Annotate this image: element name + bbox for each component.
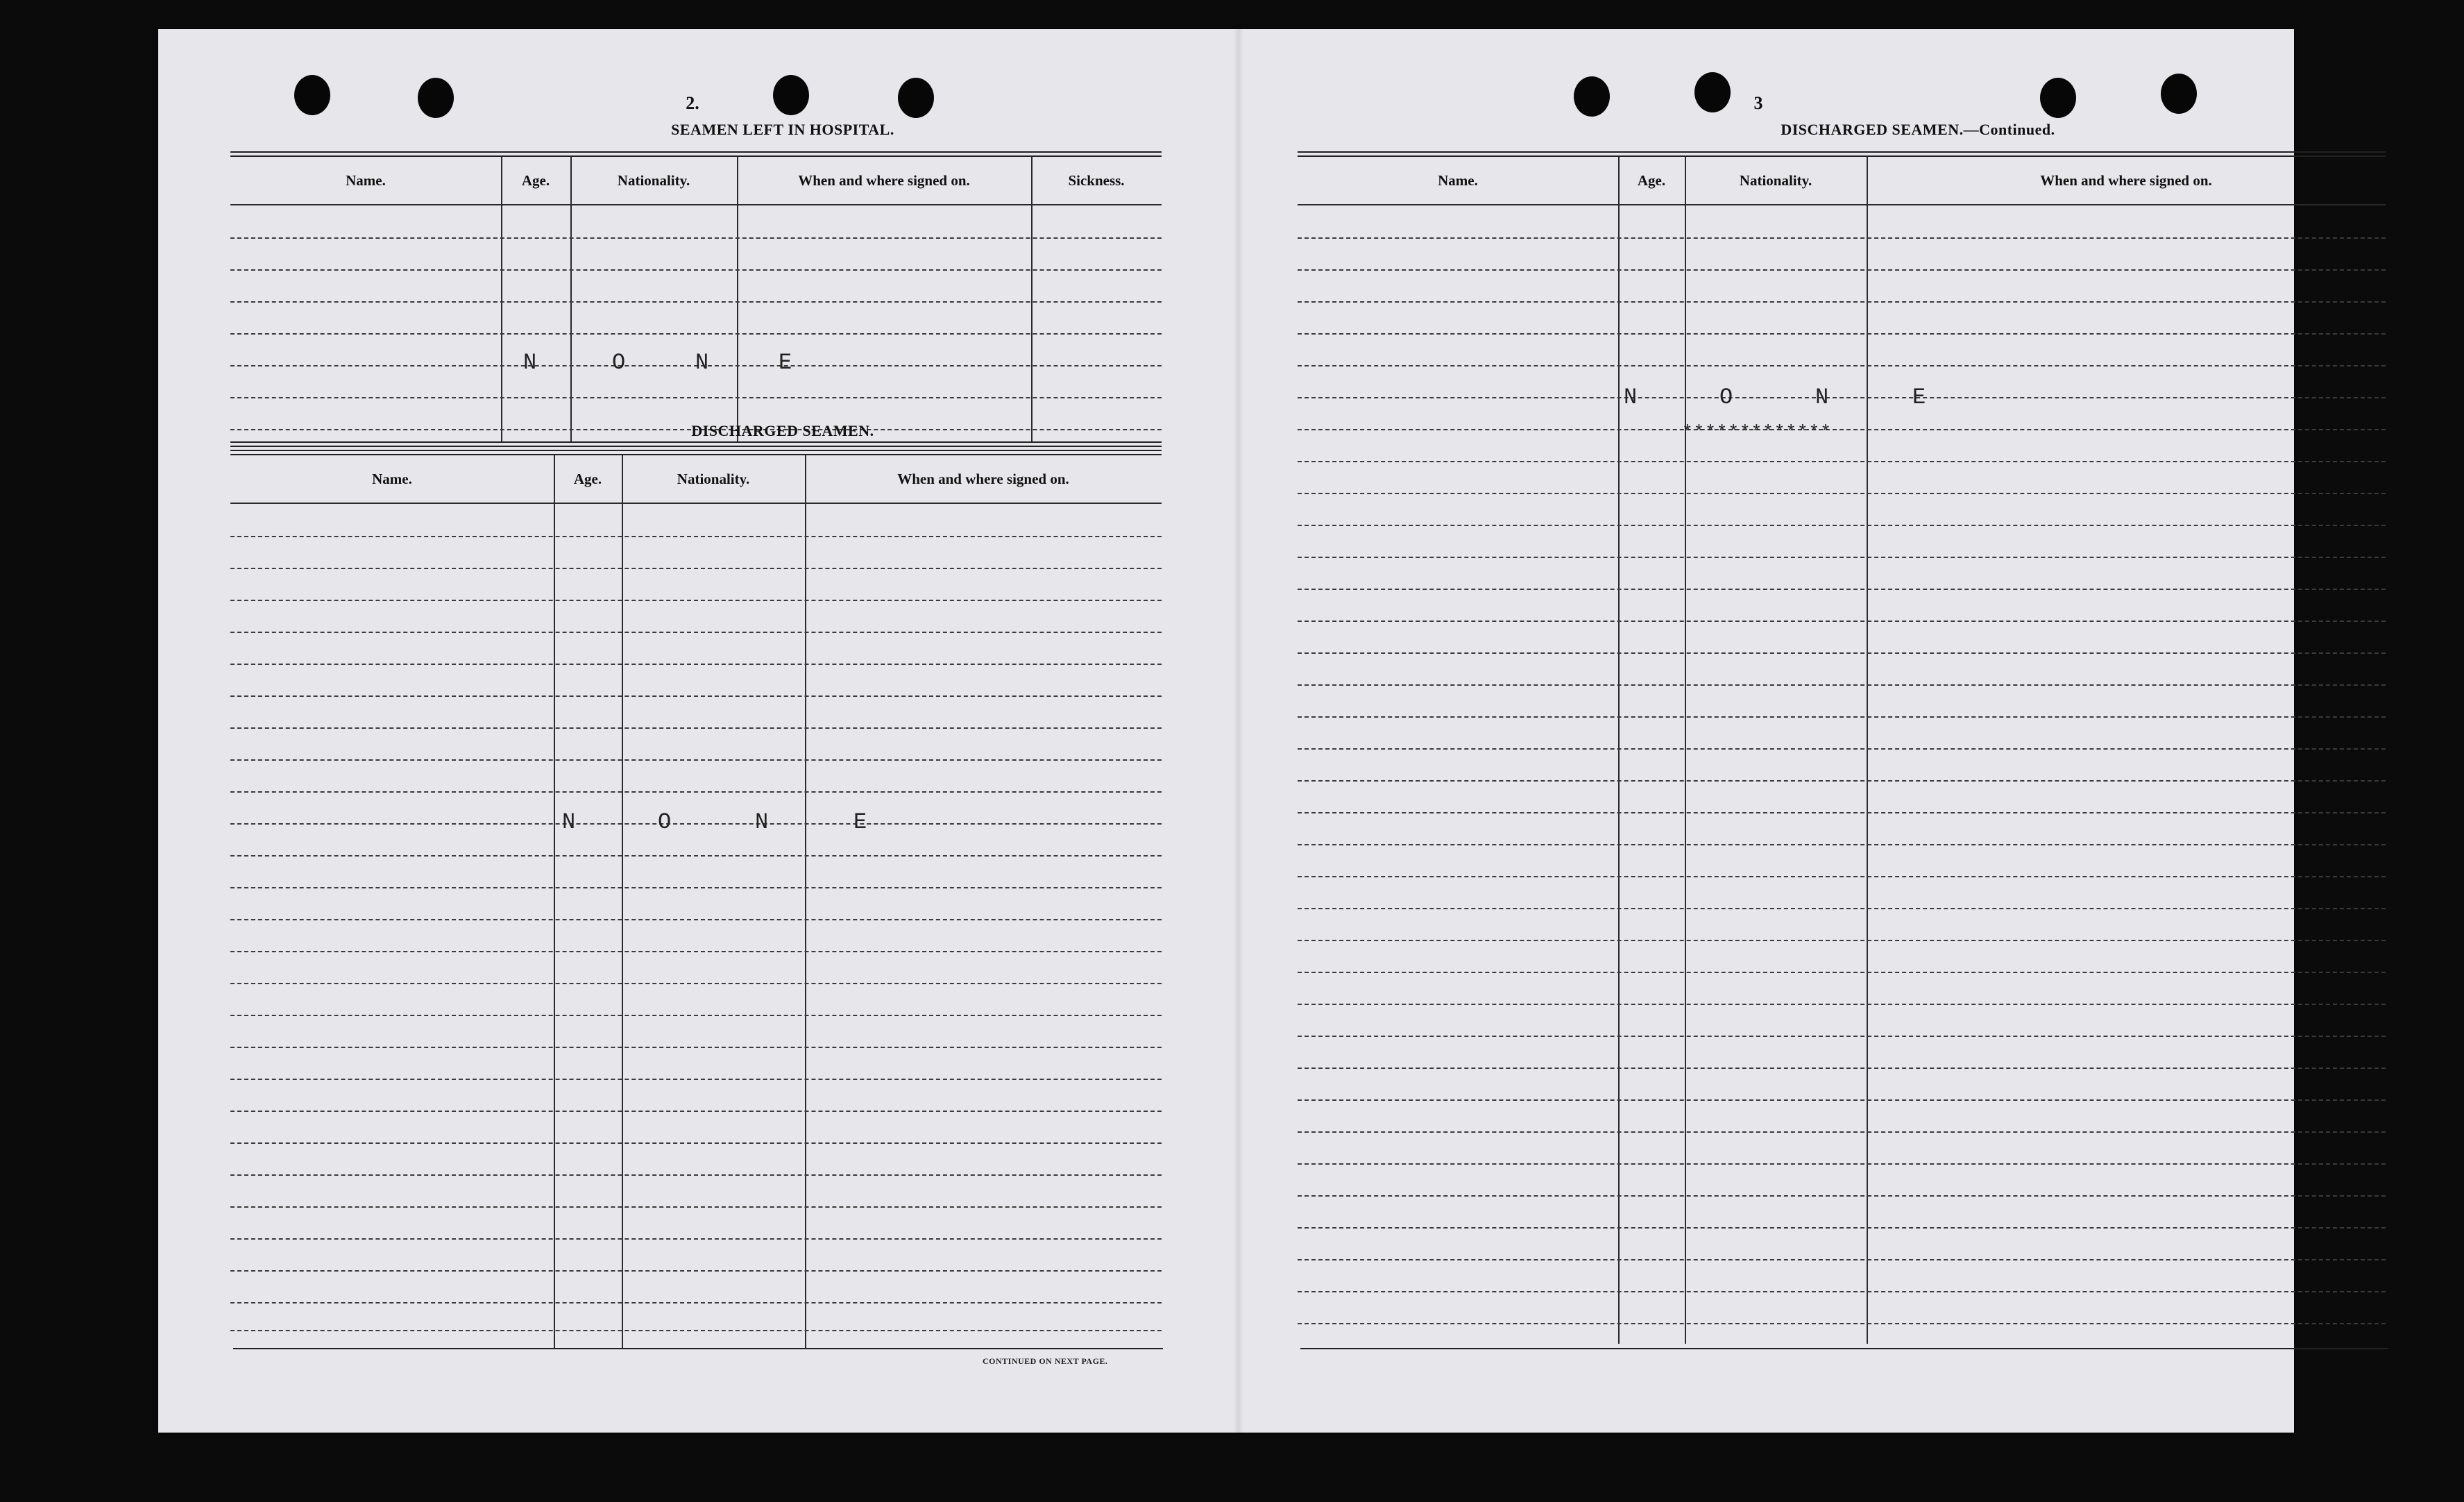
column-divider xyxy=(622,455,623,1348)
entry-line xyxy=(230,632,1162,633)
entry-line xyxy=(230,1079,1162,1080)
entry-line xyxy=(1298,493,2386,494)
discharged-continued-title: DISCHARGED SEAMEN.—Continued. xyxy=(1781,121,2055,138)
entry-line xyxy=(230,664,1162,665)
entry-line xyxy=(1298,397,2386,398)
entry-line xyxy=(230,887,1162,888)
entry-line xyxy=(1298,652,2386,654)
entry-line xyxy=(1298,301,2386,303)
entry-line xyxy=(1298,237,2386,239)
punch-hole xyxy=(1694,72,1731,112)
typed-letter: O xyxy=(658,809,672,835)
col-header-nationality: Nationality. xyxy=(677,470,750,487)
col-header-nationality: Nationality. xyxy=(1739,171,1812,189)
hospital-section-title: SEAMEN LEFT IN HOSPITAL. xyxy=(671,121,894,138)
punch-hole xyxy=(2040,78,2076,118)
column-divider xyxy=(805,455,806,1348)
entry-line xyxy=(230,791,1162,793)
discharged-table xyxy=(230,455,1162,1348)
entry-line xyxy=(1298,429,2386,430)
discharged-top-rule xyxy=(230,441,1162,447)
punch-hole xyxy=(898,78,934,118)
entry-line xyxy=(1298,1163,2386,1165)
column-divider xyxy=(1867,157,1868,1344)
column-divider xyxy=(1031,157,1033,443)
entry-line xyxy=(1298,589,2386,590)
document-sheet xyxy=(158,29,2294,1433)
entry-line xyxy=(1298,908,2386,909)
entry-line xyxy=(230,301,1162,303)
continued-note: CONTINUED ON NEXT PAGE. xyxy=(983,1356,1108,1366)
entry-line xyxy=(1298,525,2386,526)
entry-line xyxy=(1298,940,2386,941)
entry-line xyxy=(230,951,1162,952)
col-header-name: Name. xyxy=(346,171,386,189)
left-bottom-rule xyxy=(233,1348,1163,1349)
column-divider xyxy=(554,455,555,1348)
typed-letter: N xyxy=(562,809,576,835)
page-number-left: 2. xyxy=(686,93,699,113)
col-header-signed-on: When and where signed on. xyxy=(2040,171,2212,189)
entry-line xyxy=(230,1047,1162,1048)
entry-line xyxy=(230,568,1162,569)
entry-line xyxy=(230,1142,1162,1144)
typed-letter: E xyxy=(853,809,867,835)
page-number-right: 3 xyxy=(1753,93,1763,113)
column-divider xyxy=(570,157,572,443)
typed-letter: N xyxy=(755,809,769,835)
entry-line xyxy=(230,397,1162,398)
entry-line xyxy=(1298,844,2386,845)
entry-line xyxy=(1298,1323,2386,1324)
entry-line xyxy=(230,600,1162,601)
punch-hole xyxy=(773,75,809,115)
entry-line xyxy=(230,269,1162,271)
column-divider xyxy=(737,157,738,443)
entry-line xyxy=(1298,333,2386,335)
entry-line xyxy=(230,1330,1162,1331)
entry-line xyxy=(230,983,1162,984)
typed-letter: E xyxy=(1912,385,1926,410)
col-header-age: Age. xyxy=(521,171,550,189)
discharged-continued-table xyxy=(1298,157,2386,1344)
entry-line xyxy=(1298,1131,2386,1133)
entry-line xyxy=(1298,269,2386,271)
entry-line xyxy=(1298,812,2386,813)
discharged-section-title: DISCHARGED SEAMEN. xyxy=(691,422,874,439)
col-header-age: Age. xyxy=(573,470,602,487)
entry-line xyxy=(230,1270,1162,1272)
entry-line xyxy=(230,1238,1162,1240)
entry-line xyxy=(1298,461,2386,462)
entry-line xyxy=(230,823,1162,825)
entry-line xyxy=(1298,1227,2386,1229)
col-header-nationality: Nationality. xyxy=(617,171,690,189)
header-underline xyxy=(230,204,1162,205)
entry-line xyxy=(230,855,1162,857)
col-header-signed-on: When and where signed on. xyxy=(798,171,970,189)
punch-hole xyxy=(418,78,454,118)
entry-line xyxy=(230,695,1162,697)
hospital-top-rule xyxy=(230,151,1162,157)
entry-line xyxy=(230,1302,1162,1303)
entry-line xyxy=(230,759,1162,761)
typed-letter: N xyxy=(695,350,709,376)
header-underline xyxy=(1298,204,2386,205)
entry-line xyxy=(1298,876,2386,877)
entry-line xyxy=(230,237,1162,239)
col-header-name: Name. xyxy=(1438,171,1478,189)
entry-line xyxy=(1298,716,2386,718)
column-divider xyxy=(501,157,502,443)
typed-asterisks: ************* xyxy=(1682,422,1832,443)
typed-letter: O xyxy=(1719,385,1733,410)
center-fold xyxy=(1234,29,1243,1433)
right-top-rule xyxy=(1298,151,2386,157)
entry-line xyxy=(1298,780,2386,782)
entry-line xyxy=(230,919,1162,920)
punch-hole xyxy=(2161,74,2197,114)
entry-line xyxy=(230,727,1162,729)
entry-line xyxy=(230,536,1162,537)
punch-hole xyxy=(294,75,330,115)
discharged-header-rule xyxy=(230,450,1162,455)
typed-letter: E xyxy=(779,350,792,376)
entry-line xyxy=(1298,1259,2386,1260)
header-underline xyxy=(230,503,1162,504)
entry-line xyxy=(230,1206,1162,1208)
punch-hole xyxy=(1574,76,1610,117)
entry-line xyxy=(1298,748,2386,750)
typed-letter: N xyxy=(523,350,537,376)
entry-line xyxy=(1298,1068,2386,1069)
column-divider xyxy=(1618,157,1620,1344)
entry-line xyxy=(230,1015,1162,1016)
right-bottom-rule xyxy=(1300,1348,2388,1349)
entry-line xyxy=(230,1111,1162,1112)
entry-line xyxy=(1298,365,2386,366)
col-header-age: Age. xyxy=(1637,171,1666,189)
entry-line xyxy=(1298,1036,2386,1037)
typed-letter: O xyxy=(612,350,626,376)
entry-line xyxy=(1298,972,2386,973)
typed-letter: N xyxy=(1624,385,1638,410)
entry-line xyxy=(230,333,1162,335)
entry-line xyxy=(1298,684,2386,686)
typed-letter: N xyxy=(1815,385,1829,410)
entry-line xyxy=(1298,1004,2386,1005)
entry-line xyxy=(230,1174,1162,1176)
col-header-signed-on: When and where signed on. xyxy=(897,470,1069,487)
column-divider xyxy=(1685,157,1686,1344)
col-header-sickness: Sickness. xyxy=(1068,171,1125,189)
entry-line xyxy=(1298,1099,2386,1101)
entry-line xyxy=(1298,1291,2386,1292)
hospital-table xyxy=(230,157,1162,443)
entry-line xyxy=(1298,1195,2386,1197)
entry-line xyxy=(1298,621,2386,622)
entry-line xyxy=(1298,557,2386,558)
col-header-name: Name. xyxy=(372,470,412,487)
